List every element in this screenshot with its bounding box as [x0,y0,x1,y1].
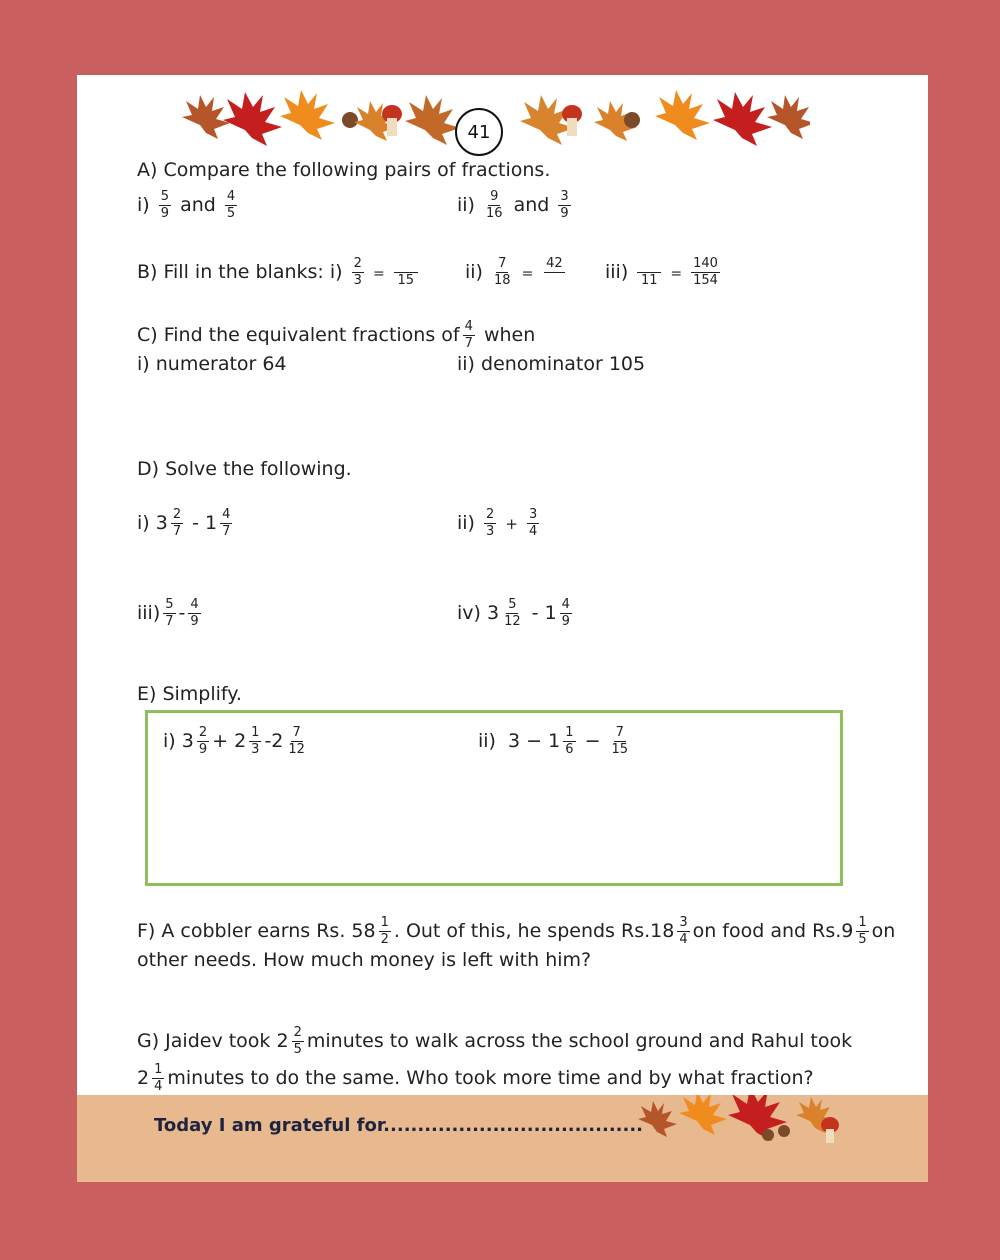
section-c-i: i) numerator 64 [137,353,287,375]
acorn-icon [762,1129,774,1141]
page-number: 41 [455,108,503,156]
section-a-title: A) Compare the following pairs of fractions. [137,159,551,181]
fraction: $\frac{2}{3}$ [353,256,362,288]
red-maple-leaf-icon [728,1095,787,1141]
orange-maple-leaf-icon [655,90,710,140]
fraction: $\frac{140}{154}$ [693,256,718,288]
section-c-title: C) Find the equivalent fractions of $\frac{4}{7}$ when [137,319,536,351]
fraction: $\frac{5}{7}$ [165,597,174,629]
fraction: $\frac{3}{4}$ [679,915,688,947]
fraction: $\frac{2}{5}$ [293,1025,302,1057]
fraction: $\frac{4}{9}$ [190,597,199,629]
section-d-title: D) Solve the following. [137,458,352,480]
blank-fraction: 11 [637,257,661,288]
maple-leaf-icon [182,95,230,139]
grateful-prompt: Today I am grateful for...................................... [154,1115,644,1136]
section-b-q3: iii) 11 = $\frac{140}{154}$ [605,256,718,288]
fraction: $\frac{2}{9}$ [198,725,208,757]
section-f-line2: other needs. How much money is left with him? [137,949,592,971]
section-a-q1: i) $\frac{5}{9}$ and $\frac{4}{5}$ [137,189,236,221]
fraction: $\frac{7}{12}$ [288,725,305,757]
blank-fraction: 42 [546,256,563,271]
section-f-line1: F) A cobbler earns Rs. 58 $\frac{1}{2}$ . Out of this, he spends Rs.18 $\frac{3}{4}$ on food and Rs.9 $\frac{1}{5}$ on [137,915,896,947]
maple-leaf-icon [638,1101,677,1137]
fraction: $\frac{1}{3}$ [251,725,260,757]
fraction: $\frac{2}{3}$ [486,507,495,539]
section-c-ii: ii) denominator 105 [457,353,646,375]
section-e-title: E) Simplify. [137,683,242,705]
fraction: $\frac{3}{4}$ [528,507,538,539]
footer-leaves-decoration [632,1095,852,1155]
maple-leaf-icon [405,95,460,145]
fraction: $\frac{9}{16}$ [486,189,503,221]
fraction: $\frac{3}{9}$ [560,189,569,221]
fraction: $\frac{1}{5}$ [858,915,867,947]
section-a-q2: ii) $\frac{9}{16}$ and $\frac{3}{9}$ [457,189,569,221]
section-b-q1: B) Fill in the blanks: i) $\frac{2}{3}$ = 15 [137,257,421,288]
mushroom-icon [562,105,582,136]
orange-maple-leaf-icon [679,1095,727,1135]
fraction: $\frac{7}{15}$ [611,725,629,757]
section-b-q2: ii) $\frac{7}{18}$ = 42 [465,257,569,288]
grateful-footer [77,1095,928,1182]
red-maple-leaf-icon [223,92,282,146]
maple-leaf-icon [767,95,810,139]
section-d-q3: iii) $\frac{5}{7}$ - $\frac{4}{9}$ [137,597,199,629]
fraction: $\frac{1}{2}$ [380,915,389,947]
red-maple-leaf-icon [713,92,772,146]
fraction: $\frac{4}{9}$ [561,597,570,629]
fraction: $\frac{4}{5}$ [226,189,236,221]
section-e-q2: ii) 3 − 1 $\frac{1}{6}$ − $\frac{7}{15}$ [478,725,629,757]
acorn-icon [778,1125,790,1137]
fraction: $\frac{4}{7}$ [222,507,231,539]
fraction: $\frac{5}{9}$ [160,189,170,221]
fraction: $\frac{7}{18}$ [494,256,511,288]
section-d-q4: iv) 3 $\frac{5}{12}$ - 1 $\frac{4}{9}$ [457,597,570,629]
mushroom-icon [821,1117,839,1143]
fraction: $\frac{1}{6}$ [565,725,574,757]
section-e-q1: i) 3 $\frac{2}{9}$ + 2 $\frac{1}{3}$ -2 $\frac{7}{12}$ [163,725,305,757]
section-d-q2: ii) $\frac{2}{3}$ + $\frac{3}{4}$ [457,507,538,539]
fraction: $\frac{5}{12}$ [504,597,521,629]
fraction: $\frac{4}{7}$ [464,319,473,351]
orange-maple-leaf-icon [280,90,335,140]
fraction: $\frac{2}{7}$ [172,507,182,539]
section-d-q1: i) 3 $\frac{2}{7}$ - 1 $\frac{4}{7}$ [137,507,231,539]
section-g-line2: 2 $\frac{1}{4}$ minutes to do the same. Who took more time and by what fraction? [137,1062,814,1094]
blank-fraction: 15 [394,257,418,288]
fraction: $\frac{1}{4}$ [154,1062,163,1094]
acorn-icon [342,112,358,128]
acorn-icon [624,112,640,128]
section-g-line1: G) Jaidev took 2 $\frac{2}{5}$ minutes to walk across the school ground and Rahul took [137,1025,853,1057]
